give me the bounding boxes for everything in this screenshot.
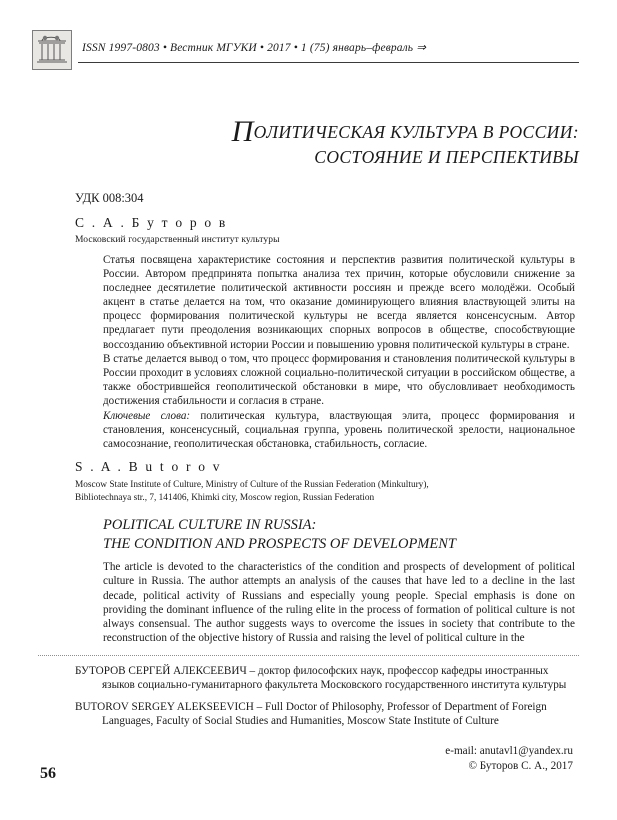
keywords-ru — [103, 409, 575, 451]
abstract-ru — [103, 253, 575, 408]
title-en — [103, 516, 575, 554]
title-line-2: СОСТОЯНИЕ И ПЕРСПЕКТИВЫ — [314, 147, 579, 167]
footnote-ru: БУТОРОВ СЕРГЕЙ АЛЕКСЕЕВИЧ – доктор философских наук, профессор кафедры иностранных языков социально-гуманитарного факультета Московского государственного института культуры — [75, 665, 567, 692]
udk-code: УДК 008:304 — [75, 191, 144, 205]
author-affiliation-en-line-1: Moscow State Institute of Culture, Ministry of Culture of the Russian Federation (Minkultury), — [75, 480, 429, 490]
abstract-ru-paragraph-1: Статья посвящена характеристике состояния и перспектив развития политической культуры в России. Автором предпринята попытка анализа тех причин, которые обусловили снижение за последнее десятилетие политической активности россиян и прежде всего молодёжи. Особый акцент в статье делается на том, что оказание доминирующего влияния властвующей элиты на процесс формирования политической культуры не всегда является консенсусным. Автор предлагает пути преодоления возникающих спорных вопросов в обществе, способствующие воссозданию объективной истории России и повышению уровня политической культуры в стране. — [103, 254, 575, 351]
title-en-line-2: THE CONDITION AND PROSPECTS OF DEVELOPMENT — [103, 536, 456, 552]
title-dropcap: П — [231, 115, 254, 148]
abstract-ru-paragraph-2: В статье делается вывод о том, что процесс формирования и становления политической культуры в России проходит в условиях сложной социально-политической ситуации в российском обществе, а также обострившейся геополитической обстановки в мире, что обусловливает необходимость достижения стабильности и согласия в стране. — [103, 352, 575, 407]
author-name-ru: С . А . Б у т о р о в — [75, 215, 228, 230]
author-footnotes — [75, 664, 573, 736]
email-label: e-mail: — [445, 745, 480, 757]
email-address[interactable]: anutavl1@yandex.ru — [479, 745, 573, 757]
journal-emblem-icon — [32, 30, 72, 70]
abstract-en: The article is devoted to the characteristics of the condition and prospects of development of political culture in Russia. The author attempts an analysis of the causes that have led to a decline in the last decade, political activity of Russians and especially young people. Special emphasis is done on providing the dominant influence of the ruling elite in the process of formation of political culture is not always consensual. The author suggests ways to overcome the issues in society that contribute to the reconstruction of the objective history of Russia and raising the level of political culture in the — [103, 561, 575, 645]
title-en-line-1: POLITICAL CULTURE IN RUSSIA: — [103, 517, 317, 533]
author-affiliation-en-line-2: Bibliotechnaya str., 7, 141406, Khimki city, Moscow region, Russian Federation — [75, 492, 375, 503]
keywords-ru-text: политическая культура, властвующая элита, процесс формирования и становления, консенсусный, социальная группа, уровень политической зрелости, национальное самосознание, геополитическая обстановка, стабильность, согласие. — [103, 410, 575, 451]
author-affiliation-en — [75, 479, 572, 504]
email-line — [445, 744, 573, 759]
issn-header: ISSN 1997-0803 • Вестник МГУКИ • 2017 • 1 (75) январь–февраль ⇒ — [82, 42, 427, 54]
author-name-en: S . A . B u t o r o v — [75, 459, 222, 474]
contact-block — [445, 744, 573, 773]
author-affiliation-ru: Московский государственный институт культуры — [75, 235, 280, 245]
title-line-1-text: ОЛИТИЧЕСКАЯ КУЛЬТУРА В РОССИИ: — [253, 122, 579, 142]
page-number: 56 — [40, 765, 56, 782]
title-line-1 — [149, 115, 579, 148]
page-header — [0, 30, 617, 76]
footnote-en: BUTOROV SERGEY ALEKSEEVICH – Full Doctor of Philosophy, Professor of Department of Foreign Languages, Faculty of Social Studies and Humanities, Moscow State Institute of Culture — [75, 700, 547, 728]
header-rule — [78, 62, 579, 63]
keywords-ru-label: Ключевые слова: — [103, 410, 191, 422]
page-title — [149, 115, 579, 170]
copyright-line: © Буторов С. А., 2017 — [468, 759, 573, 772]
footnote-divider — [38, 655, 579, 656]
